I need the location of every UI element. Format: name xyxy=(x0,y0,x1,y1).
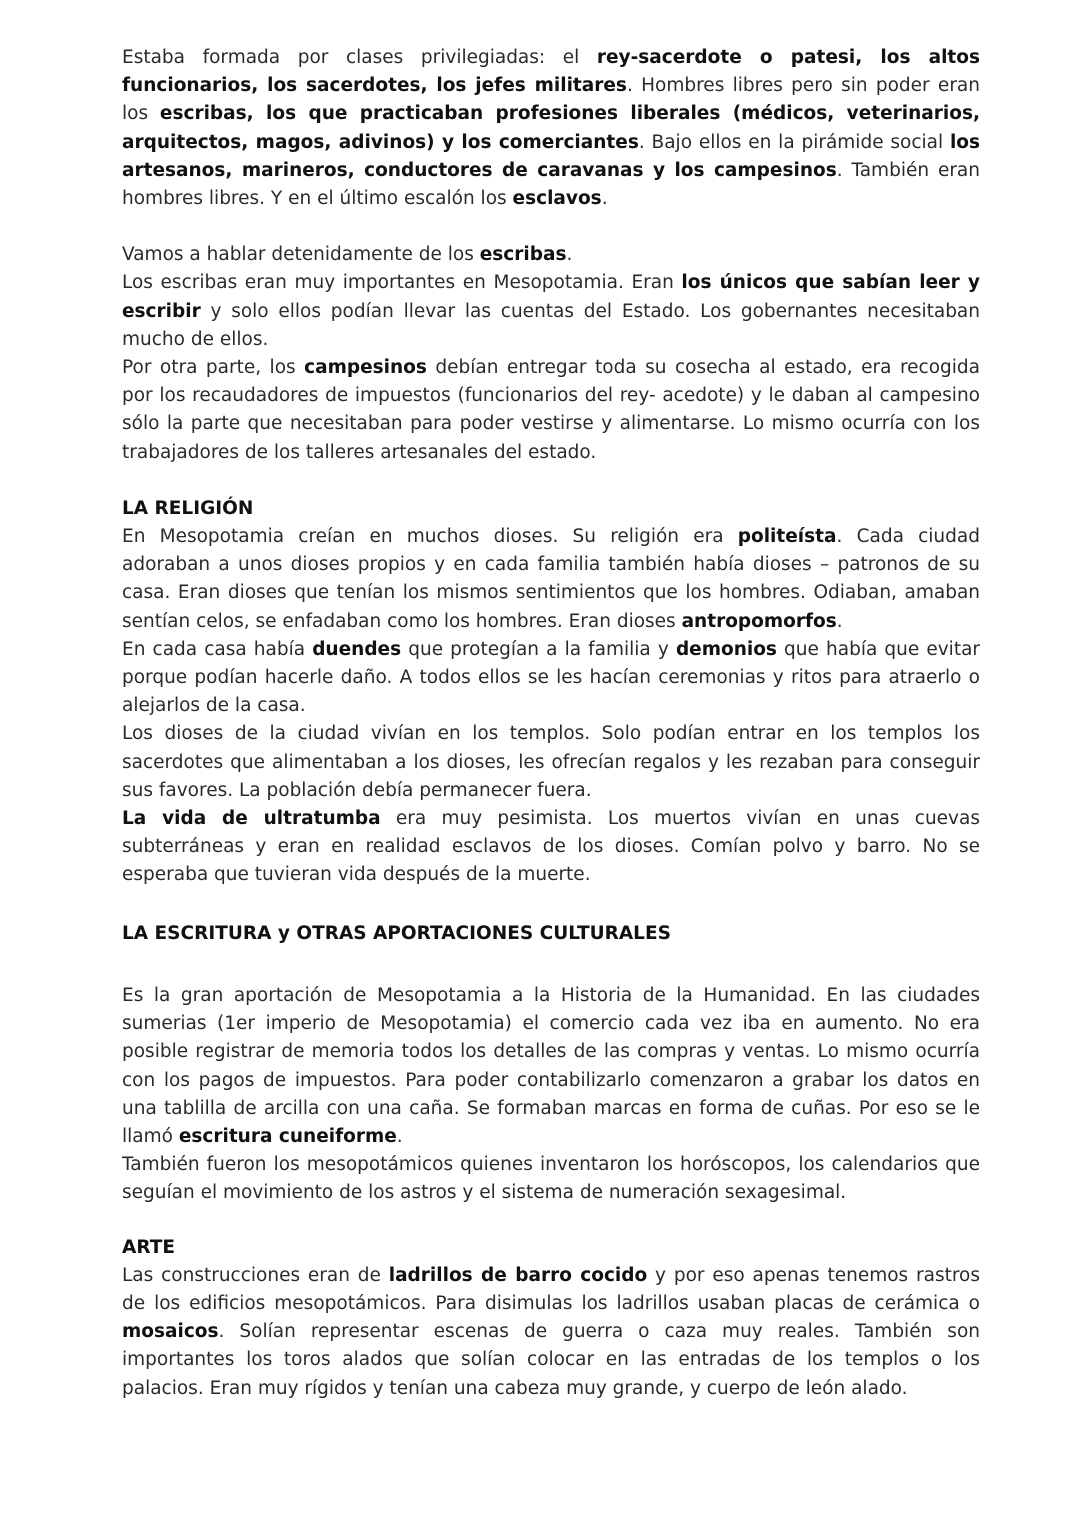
text-run: Los escribas eran muy importantes en Mesopotamia. Eran xyxy=(122,272,682,294)
spacer xyxy=(122,1208,980,1234)
heading-arte: ARTE xyxy=(122,1236,175,1258)
text-run: Vamos a hablar detenidamente de los xyxy=(122,244,480,266)
text-run: Estaba formada por clases privilegiadas: el xyxy=(122,47,597,68)
paragraph-social-classes xyxy=(122,44,980,213)
text-run: . Bajo ellos en la pirámide social xyxy=(638,131,950,153)
paragraph-campesinos xyxy=(122,354,980,467)
spacer xyxy=(122,890,980,920)
text-run: . También eran hombres libres. Y en el último escalón los xyxy=(122,159,980,210)
paragraph-duendes xyxy=(122,636,980,721)
bold-text: politeísta xyxy=(737,526,837,548)
text-run: . xyxy=(396,1125,403,1147)
text-run: . xyxy=(601,188,608,210)
text-run: y por eso apenas tenemos rastros de los edificios mesopotámicos. Para disimulas los ladrillos usaban placas de cerámica o xyxy=(122,1264,980,1314)
spacer xyxy=(122,213,980,241)
bold-text: escribas xyxy=(479,244,567,266)
bold-text: ladrillos de barro cocido xyxy=(388,1264,648,1286)
bold-text: duendes xyxy=(312,638,402,660)
text-run: . Hombres libres pero sin poder eran los xyxy=(122,75,980,125)
bold-text: demonios xyxy=(675,638,777,660)
text-run: . Cada ciudad adoraban a unos dioses propios y en cada familia también había dioses – patronos de su casa. Eran dioses que tenían los mismos sentimientos que los hombres. Odiaban, amaban sentían celos, se enfadaban como los hombres. Eran dioses xyxy=(122,526,980,632)
bold-text: mosaicos xyxy=(122,1321,219,1343)
paragraph-templos: Los dioses de la ciudad vivían en los templos. Solo podían entrar en los templos los sacerdotes que alimentaban a los dioses, les ofrecían regalos y les rezaban para conseguir sus favores. La población debía permanecer fuera. xyxy=(122,723,980,801)
document-page xyxy=(122,44,980,1403)
text-run: . Solían representar escenas de guerra o caza muy reales. También son importantes los toros alados que solían colocar en las entradas de los templos o los palacios. Eran muy rígidos y tenían una cabeza muy grande, y cuerpo de león alado. xyxy=(122,1321,980,1399)
text-run: En cada casa había xyxy=(122,638,313,660)
bold-text: antropomorfos xyxy=(681,610,837,632)
bold-text: La vida de ultratumba xyxy=(122,808,381,830)
text-run: En Mesopotamia creían en muchos dioses. Su religión era xyxy=(122,526,738,548)
text-run: . xyxy=(836,610,843,632)
bold-text: esclavos xyxy=(512,188,602,210)
paragraph-politeismo xyxy=(122,523,980,636)
heading-religion: LA RELIGIÓN xyxy=(122,497,254,519)
heading-escritura: LA ESCRITURA y OTRAS APORTACIONES CULTURALES xyxy=(122,922,671,944)
text-run: Las construcciones eran de xyxy=(122,1264,389,1286)
text-run: Es la gran aportación de Mesopotamia a la Historia de la Humanidad. En las ciudades sumerias (1er imperio de Mesopotamia) el comercio cada vez iba en aumento. No era posible registrar de memoria todos los detalles de las compras y ventas. Lo mismo ocurría con los pagos de impuestos. Para poder contabilizarlo comenzaron a grabar los datos en una tablilla de arcilla con una caña. Se formaban marcas en forma de cuñas. Por eso se le llamó xyxy=(122,984,980,1147)
text-run: era muy pesimista. Los muertos vivían en unas cuevas subterráneas y eran en realidad esclavos de los dioses. Comían polvo y barro. No se esperaba que tuvieran vida después de la muerte. xyxy=(122,808,980,886)
paragraph-escribas-intro xyxy=(122,241,980,269)
text-run: debían entregar toda su cosecha al estado, era recogida por los recaudadores de impuestos (funcionarios del rey- acedote) y le daban al campesino sólo la parte que necesitaban para poder vestirse y alimentarse. Lo mismo ocurría con los trabajadores de los talleres artesanales del estado. xyxy=(122,357,980,463)
bold-text: los artesanos, marineros, conductores de caravanas y los campesinos xyxy=(122,131,980,181)
paragraph-escribas xyxy=(122,269,980,354)
paragraph-aportaciones: También fueron los mesopotámicos quienes inventaron los horóscopos, los calendarios que seguían el movimiento de los astros y el sistema de numeración sexagesimal. xyxy=(122,1154,980,1204)
text-run: Por otra parte, los xyxy=(122,357,305,379)
paragraph-arte xyxy=(122,1262,980,1403)
bold-text: rey-sacerdote o patesi, los altos funcionarios, los sacerdotes, los jefes militares xyxy=(122,47,980,97)
text-run: . xyxy=(566,244,573,266)
paragraph-ultratumba xyxy=(122,805,980,890)
spacer xyxy=(122,948,980,982)
bold-text: escribas, los que practicaban profesiones liberales (médicos, veterinarios, arquitectos, magos, adivinos) y los comerciantes xyxy=(122,103,980,153)
text-run: que protegían a la familia y xyxy=(401,638,676,660)
paragraph-escritura-cuneiforme xyxy=(122,982,980,1151)
bold-text: campesinos xyxy=(304,357,427,379)
bold-text: los únicos que sabían leer y escribir xyxy=(122,272,980,322)
bold-text: escritura cuneiforme xyxy=(178,1125,397,1147)
spacer xyxy=(122,467,980,495)
text-run: y solo ellos podían llevar las cuentas del Estado. Los gobernantes necesitaban mucho de ellos. xyxy=(122,300,980,350)
text-run: que había que evitar porque podían hacerle daño. A todos ellos se les hacían ceremonias y ritos para atraerlo o alejarlos de la casa. xyxy=(122,638,981,717)
